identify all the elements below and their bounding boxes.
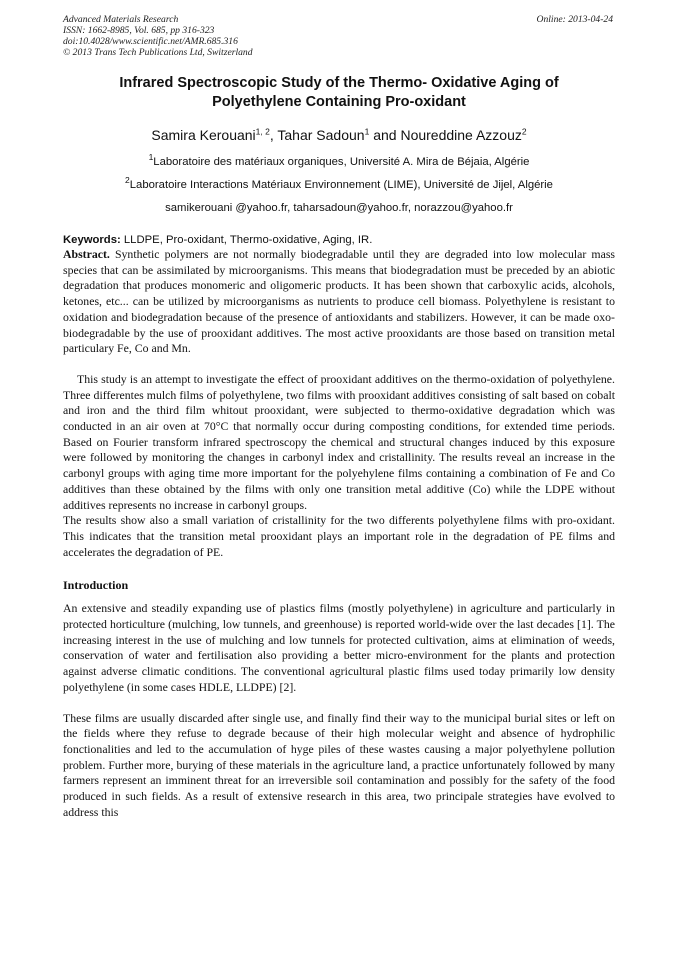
affiliation-text: Laboratoire Interactions Matériaux Environnement (LIME), Université de Jijel, Algérie [129,179,553,191]
paper-title: Infrared Spectroscopic Study of the Thermo- Oxidative Aging of Polyethylene Containing Pro-oxidant [119,75,559,110]
journal-meta [63,14,253,58]
journal-issn: ISSN: 1662-8985, Vol. 685, pp 316-323 [63,25,215,36]
affiliation-text: Laboratoire des matériaux organiques, Université A. Mira de Béjaia, Algérie [153,156,530,168]
author-affil-mark: 1 [364,126,370,137]
journal-header [63,14,615,58]
author-name: Samira Kerouani [151,127,256,143]
journal-name: Advanced Materials Research [63,14,179,25]
abstract-text: Synthetic polymers are not normally biodegradable until they are degraded into low molecular mass species that can be assimilated by microorganisms. This means that biodegradation must be preceded by an abiotic degradation that produces monomeric and oligomeric products. It has been shown that carboxylic acids, alcohols, ketones, etc... can be utilized by microorganisms as nutrients to produce cell biomass. Polyethylene is resistant to oxidation and biodegradation because of the presence of antioxidants and stabilizers. However, it can be made oxo-biodegradable by the use of prooxidant additives. The most active prooxidants are those based on transition metal particulary Fe, Co and Mn. [63,247,615,356]
affiliation-2 [63,175,615,192]
affiliation-1 [63,152,615,169]
keywords [63,233,615,247]
journal-copyright: © 2013 Trans Tech Publications Ltd, Switzerland [63,47,253,58]
author-name: Noureddine Azzouz [400,127,522,143]
introduction-paragraph-2: These films are usually discarded after single use, and finally find their way to the municipal burial sites or left on the fields where they refuse to degrade because of their high molecular weight and absence of hydrophilic fonctionalities and led to the accumulation of hyge piles of these wastes causing a major polyethylene pollution problem. Further more, burying of these materials in the agriculture land, a practice unfortunately followed by many farmers represent an imminent threat for an irreversible soil contamination and possibly for the safety of the food produced in such fields. As a result of extensive research in this area, two principale strategies have evolved to address this [63,710,615,819]
introduction-paragraph-1: An extensive and steadily expanding use of plastics films (mostly polyethylene) in agriculture and particularly in protected horticulture (mulching, low tunnels, and greenhouse) is reported world-wide over the last decades [1]. The increasing interest in the use of mulching and low tunnels for protected cultivation, aims at elimination of weeds, conservation of water and fertilisation also providing a better micro-environment for the plants and protection against adverse climatic conditions. The conventional agricultural plastic films used today primarily low density polyethylene (in some cases HDLE, LLDPE) [2]. [63,601,615,694]
author-separator: and [369,127,401,143]
keywords-text: LLDPE, Pro-oxidant, Thermo-oxidative, Aging, IR. [120,234,373,246]
author-affil-mark: 2 [521,126,527,137]
affiliation-mark: 1 [148,152,154,163]
affiliation-mark: 2 [125,175,130,186]
author-emails: samikerouani @yahoo.fr, taharsadoun@yahoo.fr, norazzou@yahoo.fr [165,202,513,214]
journal-doi: doi:10.4028/www.scientific.net/AMR.685.316 [63,36,238,47]
author-separator: , [269,127,278,143]
author-affil-mark: 1, 2 [255,126,270,137]
abstract-paragraph-1 [63,247,615,357]
section-heading-introduction: Introduction [63,578,129,593]
abstract-paragraph-3: The results show also a small variation of cristallinity for the two differents polyethylene films with pro-oxidant. This indicates that the transition metal prooxidant plays an important role in the degradation of PE films and accelerates the degradation of PE. [63,513,615,559]
abstract-label: Abstract. [63,247,110,261]
abstract-paragraph-2: This study is an attempt to investigate the effect of prooxidant additives on the thermo-oxidation of polyethylene. Three differentes mulch films of polyethylene, two films with prooxidant additives consisting of salt based on cobalt and iron and the third film whitout prooxidant, were subjected to thermo-oxidative degradation which was conducted in an air oven at 70°C that normally occur during composting conditions, for extended time periods. Based on Fourier transform infrared spectroscopy the chemical and structural changes induced by this exposure were followed by monitoring the changes in carbonyl index and cristallinity. The results reveal an increase in the carbonyl groups with aging time more important for the polyehylene films containing a combination of Fe and Co additives than these obtained by the films with only one transition metal additive (Co) while the LDPE without additives represents no increase in carbonyl groups. [63,371,615,512]
author-list [63,126,615,144]
keywords-label: Keywords: [63,234,121,246]
author-name: Tahar Sadoun [277,127,365,143]
online-date: Online: 2013-04-24 [536,14,613,25]
